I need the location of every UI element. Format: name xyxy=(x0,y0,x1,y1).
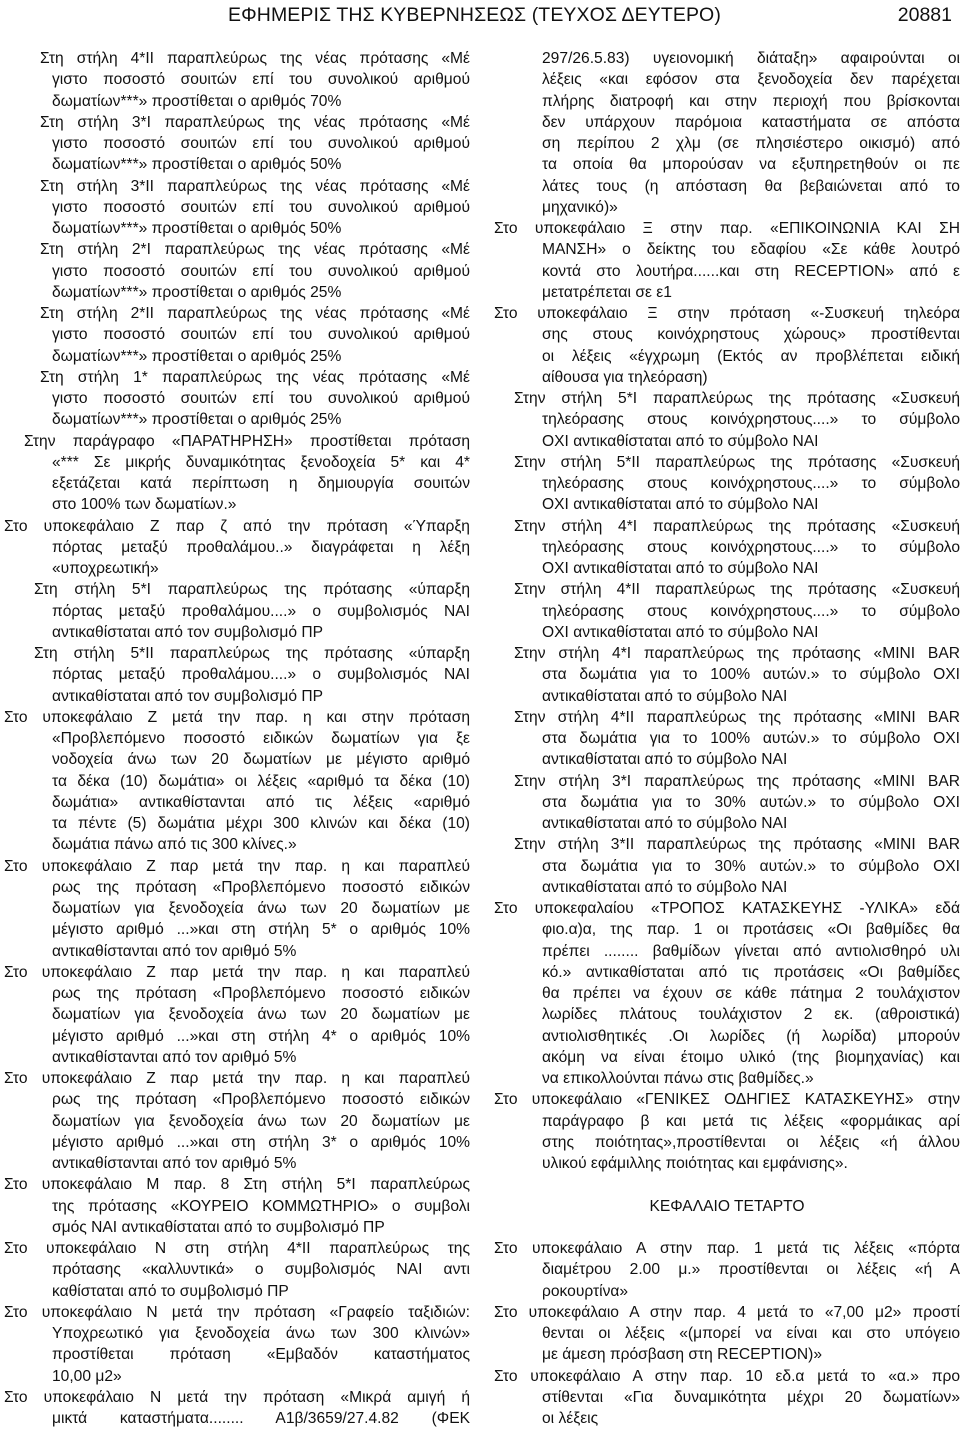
text-line: Στην παράγραφο «ΠΑΡΑΤΗΡΗΣΗ» προστίθεται πρόταση xyxy=(24,432,470,450)
text-line: δωματίων για ξενοδοχεία άνω των 20 δωματίων με xyxy=(52,1112,470,1130)
text-line: Στη στήλη 4*ΙΙ παραπλεύρως της νέας πρότασης «Μέ xyxy=(40,50,470,67)
text-line: Στο υποκεφάλαιο Ζ παρ ζ από την πρόταση «Ύπαρξη xyxy=(4,517,470,535)
text-line: Στο υποκεφάλαιο Α στην παρ. 1 μετά τις λέξεις «πόρτα xyxy=(494,1240,960,1257)
text-line: στα δωμάτια για το 30% αυτών.» το σύμβολο ΟΧΙ xyxy=(542,857,960,875)
text-line: γιστο ποσοστό σουιτών επί του συνολικού αριθμού xyxy=(52,198,470,216)
blank-line xyxy=(494,1217,960,1238)
text-line: δωματίων***» προστίθεται ο αριθμός 25% xyxy=(52,411,342,429)
text-line: Στο υποκεφάλαιο Ν μετά την πρόταση «Γραφείο ταξιδιών: xyxy=(4,1303,470,1321)
text-line: αντικαθίσταται από το σύμβολο ΝΑΙ xyxy=(542,815,788,832)
text-line: κό.» αντικαθίσταται από τις προτάσεις «Οι βαθμίδες xyxy=(542,963,960,981)
text-line: γιστο ποσοστό σουιτών επί του συνολικού αριθμού xyxy=(52,71,470,89)
text-line: τηλεόρασης στους κοινόχρηστους....» το σύμβολο xyxy=(542,538,960,556)
text-line: γιστο ποσοστό σουιτών επί του συνολικού αριθμού xyxy=(52,390,470,407)
text-line: της πρότασης «ΚΟΥΡΕΙΟ ΚΟΜΜΩΤΗΡΙΟ» ο συμβολι xyxy=(52,1197,470,1215)
text-line: θα πρέπει να έχουν σε κάθε πάτημα 2 τουλάχιστον xyxy=(542,985,960,1002)
text-line: Στη στήλη 1* παραπλεύρως της νέας πρότασης «Μέ xyxy=(40,368,470,386)
text-line: Στη στήλη 2*ΙΙ παραπλεύρως της νέας πρότασης «Μέ xyxy=(40,305,470,322)
text-line: πρέπει ........ βαθμίδων γίνεται από αντιολισθηρό υλι xyxy=(542,942,960,960)
text-line: Στην στήλη 4*Ι παραπλεύρως της πρότασης «ΜΙΝΙ BAR xyxy=(514,645,960,662)
text-line: γιστο ποσοστό σουιτών επί του συνολικού αριθμού xyxy=(52,326,470,344)
text-line: τα δέκα (10) δωμάτια» οι λέξεις «αριθμό τα δέκα (10) xyxy=(52,772,470,790)
text-line: με άμεση πρόσβαση στη RECEPTION)» xyxy=(542,1346,823,1364)
text-line: μετατρέπεται σε ε1 xyxy=(542,283,672,301)
page-header xyxy=(0,0,960,34)
text-line: Στο υποκεφάλαιο Ξ στην πρόταση «-Συσκευή τηλεόρα xyxy=(494,305,960,322)
text-line: στα δωμάτια για το 100% αυτών.» το σύμβολο ΟΧΙ xyxy=(542,666,960,684)
text-line: Στο υποκεφάλαιο Ν στη στήλη 4*ΙΙ παραπλεύρως της xyxy=(4,1240,470,1257)
text-line: τηλεόρασης στους κοινόχρηστους....» το σύμβολο xyxy=(542,411,960,429)
text-line: Στο υποκεφάλαιο Ζ παρ μετά την παρ. η και παραπλεύ xyxy=(4,963,470,981)
text-line: Στην στήλη 5*ΙΙ παραπλεύρως της πρότασης «Συσκευή xyxy=(514,453,960,471)
text-line: λάτες τους (η απόσταση θα βεβαιώνεται από το xyxy=(542,177,960,195)
text-line: Στην στήλη 4*ΙΙ παραπλεύρως της πρότασης «Συσκευή xyxy=(514,581,960,599)
text-line: γιστο ποσοστό σουιτών επί του συνολικού αριθμού xyxy=(52,135,470,152)
text-line: τηλεόρασης στους κοινόχρηστους....» το σύμβολο xyxy=(542,475,960,492)
text-line: ση περίπου 2 χλμ (σε πλησιέστερο οικισμό) από xyxy=(542,135,960,152)
text-line: Στο υποκεφάλαιο Α στην παρ. 10 εδ.α μετά το «α.» προ xyxy=(494,1367,960,1385)
text-line: Στο υποκεφάλαιο Α στην παρ. 4 μετά το «7,00 μ2» προστί xyxy=(494,1303,960,1321)
text-line: δωμάτια» αντικαθίστανται από τις λέξεις «αριθμό xyxy=(52,793,470,811)
text-line: μέγιστο αριθμό ...»και στη στήλη 5* ο αριθμός 10% xyxy=(52,921,470,939)
text-line: «*** Σε μικρής δυναμικότητας ξενοδοχεία 5* και 4* xyxy=(52,453,470,471)
text-line: ΟΧΙ αντικαθίσταται από το σύμβολο ΝΑΙ xyxy=(542,560,819,577)
text-line: Στην στήλη 4*ΙΙ παραπλεύρως της πρότασης «ΜΙΝΙ BAR xyxy=(514,708,960,726)
text-line: Στην στήλη 4*Ι παραπλεύρως της πρότασης «Συσκευή xyxy=(514,517,960,535)
text-line: πρότασης «καλλυντικά» ο συμβολισμός ΝΑΙ αντι xyxy=(52,1261,470,1279)
text-line: ΜΑΝΣΗ» ο δείκτης του εδαφίου «Σε κάθε λουτρό xyxy=(542,241,960,259)
text-line: πλήρης διατροφή και στην περιοχή που βρίσκονται xyxy=(542,92,960,110)
text-line: καθίσταται από το συμβολισμό ΠΡ xyxy=(52,1282,289,1300)
text-line: στα δωμάτια για το 30% αυτών.» το σύμβολο ΟΧΙ xyxy=(542,793,960,811)
text-line: 297/26.5.83) υγειονομική διάταξη» αφαιρούνται οι xyxy=(542,50,960,67)
text-line: αντικαθίστανται από τον αριθμό 5% xyxy=(52,1155,297,1172)
text-line: αντικαθίσταται από το σύμβολο ΝΑΙ xyxy=(542,687,788,705)
text-line: λωρίδες πλάτους τουλάχιστον 2 εκ. (αθροιστικά) xyxy=(542,1006,960,1024)
text-line: Στο υποκεφάλαιο Ν μετά την πρόταση «Μικρά αμιγή ή xyxy=(4,1388,470,1406)
text-line: δεν υπάρχουν παρόμοια καταστήματα σε απόστα xyxy=(542,113,960,131)
text-line: στο 100% των δωματίων.» xyxy=(52,496,237,514)
text-line: Στην στήλη 5*Ι παραπλεύρως της πρότασης «Συσκευή xyxy=(514,390,960,407)
right-column xyxy=(494,48,960,1429)
text-line: δωματίων***» προστίθεται ο αριθμός 50% xyxy=(52,156,342,174)
text-line: Στη στήλη 3*ΙΙ παραπλεύρως της νέας πρότασης «Μέ xyxy=(40,177,470,195)
text-line: αντικαθίσταται από τον συμβολισμό ΠΡ xyxy=(52,623,324,641)
text-line: αντικαθίστανται από τον αριθμό 5% xyxy=(52,1048,297,1066)
text-line: Στο υποκεφάλαιο «ΓΕΝΙΚΕΣ ΟΔΗΓΙΕΣ ΚΑΤΑΣΚΕΥΗΣ» στην xyxy=(494,1091,960,1109)
text-line: ακόμη να είναι έτοιμο υλικό (της βιομηχανίας) και xyxy=(542,1048,960,1066)
text-line: μέγιστο αριθμό ...»και στη στήλη 4* ο αριθμός 10% xyxy=(52,1027,470,1045)
text-line: θενται οι λέξεις «(μπορεί να είναι και στο υπόγειο xyxy=(542,1325,960,1342)
text-line: Στο υποκεφάλαιο Ξ στην παρ. «ΕΠΙΚΟΙΝΩΝΙΑ ΚΑΙ ΣΗ xyxy=(494,220,960,237)
text-line: ΟΧΙ αντικαθίσταται από το σύμβολο ΝΑΙ xyxy=(542,432,819,450)
text-line: σης στους κοινόχρηστους χώρους» προστίθενται xyxy=(542,326,960,344)
text-line: οι λέξεις xyxy=(542,1410,599,1427)
text-line: να επικολλούνται πάνω στις βαθμίδες.» xyxy=(542,1070,814,1087)
text-line: Στο υποκεφάλαιο Μ παρ. 8 Στη στήλη 5*Ι παραπλεύρως xyxy=(4,1176,470,1194)
text-line: πόρτας μεταξύ προθαλάμου..» διαγράφεται η λέξη xyxy=(52,538,470,556)
text-line: Στο υποκεφάλαιο Ζ παρ μετά την παρ. η και παραπλεύ xyxy=(4,857,470,875)
text-line: γιστο ποσοστό σουιτών επί του συνολικού αριθμού xyxy=(52,262,470,280)
section-heading: ΚΕΦΑΛΑΙΟ ΤΕΤΑΡΤΟ xyxy=(649,1197,805,1215)
text-line: Στο υποκεφάλαιο Ζ μετά την παρ. η και στην πρόταση xyxy=(4,708,470,726)
text-line: υλικού εφάμιλλης ποιότητας και εμφάνισης». xyxy=(542,1155,848,1172)
text-line: τα πέντε (5) δωμάτια μέχρι 300 κλινών και δέκα (10) xyxy=(52,815,470,832)
text-line: πόρτας μεταξύ προθαλάμου....» ο συμβολισμός ΝΑΙ xyxy=(52,666,470,684)
text-line: αντικαθίσταται από το σύμβολο ΝΑΙ xyxy=(542,751,788,769)
text-line: παράγραφο β και μετά τις λέξεις «φορμάικας αρί xyxy=(542,1112,960,1130)
text-line: φιο.α)α, της παρ. 1 οι προτάσεις «Οι βαθμίδες θα xyxy=(542,921,960,939)
text-line: νοδοχεία άνω των 20 δωματίων με μέγιστο αριθμό xyxy=(52,751,470,769)
text-line: δωμάτια πάνω από τις 300 κλίνες.» xyxy=(52,836,297,854)
text-line: μικτά καταστήματα........ Α1β/3659/27.4.82 (ΦΕΚ xyxy=(52,1410,470,1427)
text-line: μέγιστο αριθμό ...»και στη στήλη 3* ο αριθμός 10% xyxy=(52,1133,470,1151)
text-line: αντικαθίσταται από τον συμβολισμό ΠΡ xyxy=(52,687,324,705)
text-line: δωματίων***» προστίθεται ο αριθμός 70% xyxy=(52,92,342,110)
text-line: ΟΧΙ αντικαθίσταται από το σύμβολο ΝΑΙ xyxy=(542,496,819,514)
text-line: τηλεόρασης στους κοινόχρηστους....» το σύμβολο xyxy=(542,602,960,620)
text-line: στα δωμάτια για το 100% αυτών.» το σύμβολο ΟΧΙ xyxy=(542,730,960,747)
text-line: ΟΧΙ αντικαθίσταται από το σύμβολο ΝΑΙ xyxy=(542,623,819,641)
text-line: Στη στήλη 5*Ι παραπλεύρως της πρότασης «ύπαρξη xyxy=(34,581,470,599)
text-line: «υποχρεωτική» xyxy=(52,560,159,577)
text-line: διαμέτρου 2.00 μ.» προστίθενται οι λέξεις «ή Α xyxy=(542,1261,960,1279)
text-line: προστίθεται πρόταση «Εμβαδόν καταστήματος xyxy=(52,1346,470,1364)
text-line: Στο υποκεφάλαιο Ζ παρ μετά την παρ. η και παραπλεύ xyxy=(4,1070,470,1087)
text-line: ρως της πρόταση «Προβλεπόμενο ποσοστό ειδικών xyxy=(52,985,470,1002)
text-line: στης ποιότητας»,προστίθενται οι λέξεις «ή άλλου xyxy=(542,1133,960,1151)
text-line: σμός ΝΑΙ αντικαθίσταται από το συμβολισμό ΠΡ xyxy=(52,1218,385,1236)
text-line: 10,00 μ2» xyxy=(52,1367,122,1385)
text-line: ροκουρτίνα» xyxy=(542,1282,629,1300)
text-line: αντικαθίσταται από το σύμβολο ΝΑΙ xyxy=(542,878,788,896)
text-line: τα οποία θα μπορούσαν να εξυπηρετηθούν οι πε xyxy=(542,156,960,174)
text-line: Στο υποκεφαλαίου «ΤΡΟΠΟΣ ΚΑΤΑΣΚΕΥΗΣ -ΥΛΙΚΑ» εδά xyxy=(494,900,960,917)
text-line: «Προβλεπόμενο ποσοστό ειδικών δωματίων για ξε xyxy=(52,730,470,747)
left-column xyxy=(4,48,470,1429)
text-line: δωματίων***» προστίθεται ο αριθμός 50% xyxy=(52,220,342,237)
text-line: στίθενται «Για δυναμικότητα μέχρι 20 δωματίων» xyxy=(542,1388,960,1406)
text-line: Στη στήλη 3*Ι παραπλεύρως της νέας πρότασης «Μέ xyxy=(40,113,470,131)
text-line: δωματίων***» προστίθεται ο αριθμός 25% xyxy=(52,283,342,301)
text-line: αντιολισθητικές .Οι λωρίδες (ή λωρίδα) μπορούν xyxy=(542,1027,960,1045)
text-line: πόρτας μεταξύ προθαλάμου....» ο συμβολισμός ΝΑΙ xyxy=(52,602,470,620)
text-line: λέξεις «και εφόσον στα ξενοδοχεία δεν παρέχεται xyxy=(542,71,960,89)
text-line: Στη στήλη 5*ΙΙ παραπλεύρως της πρότασης «ύπαρξη xyxy=(34,645,470,662)
text-line: οι λέξεις «έγχρωμη (Εκτός αν προβλέπεται ειδική xyxy=(542,347,960,365)
text-line: δωματίων***» προστίθεται ο αριθμός 25% xyxy=(52,347,342,365)
text-line: κοντά στο λουτήρα......και στη RECEPTION» από ε xyxy=(542,262,960,280)
page-number: 20881 xyxy=(897,4,952,26)
text-line: αίθουσα για τηλεόραση) xyxy=(542,368,708,386)
text-line: Στην στήλη 3*Ι παραπλεύρως της πρότασης «ΜΙΝΙ BAR xyxy=(514,772,960,790)
blank-line xyxy=(494,1174,960,1195)
text-line: Στη στήλη 2*Ι παραπλεύρως της νέας πρότασης «Μέ xyxy=(40,241,470,259)
gazette-title: ΕΦΗΜΕΡΙΣ ΤΗΣ ΚΥΒΕΡΝΗΣΕΩΣ (ΤΕΥΧΟΣ ΔΕΥΤΕΡΟ) xyxy=(228,4,721,26)
text-line: δωματίων για ξενοδοχεία άνω των 20 δωματίων με xyxy=(52,900,470,917)
text-line: Στην στήλη 3*ΙΙ παραπλεύρως της πρότασης «ΜΙΝΙ BAR xyxy=(514,836,960,854)
text-line: εξετάζεται κατά περίπτωση η δημιουργία σουιτών xyxy=(52,475,470,492)
text-line: ρως της πρόταση «Προβλεπόμενο ποσοστό ειδικών xyxy=(52,878,470,896)
text-line: ρως της πρόταση «Προβλεπόμενο ποσοστό ειδικών xyxy=(52,1091,470,1109)
text-line: Υποχρεωτικό για ξενοδοχεία άνω των 300 κλινών» xyxy=(52,1325,470,1342)
text-line: αντικαθίστανται από τον αριθμό 5% xyxy=(52,942,297,960)
text-line: δωματίων για ξενοδοχεία άνω των 20 δωματίων με xyxy=(52,1006,470,1024)
text-line: μηχανικό)» xyxy=(542,198,618,216)
